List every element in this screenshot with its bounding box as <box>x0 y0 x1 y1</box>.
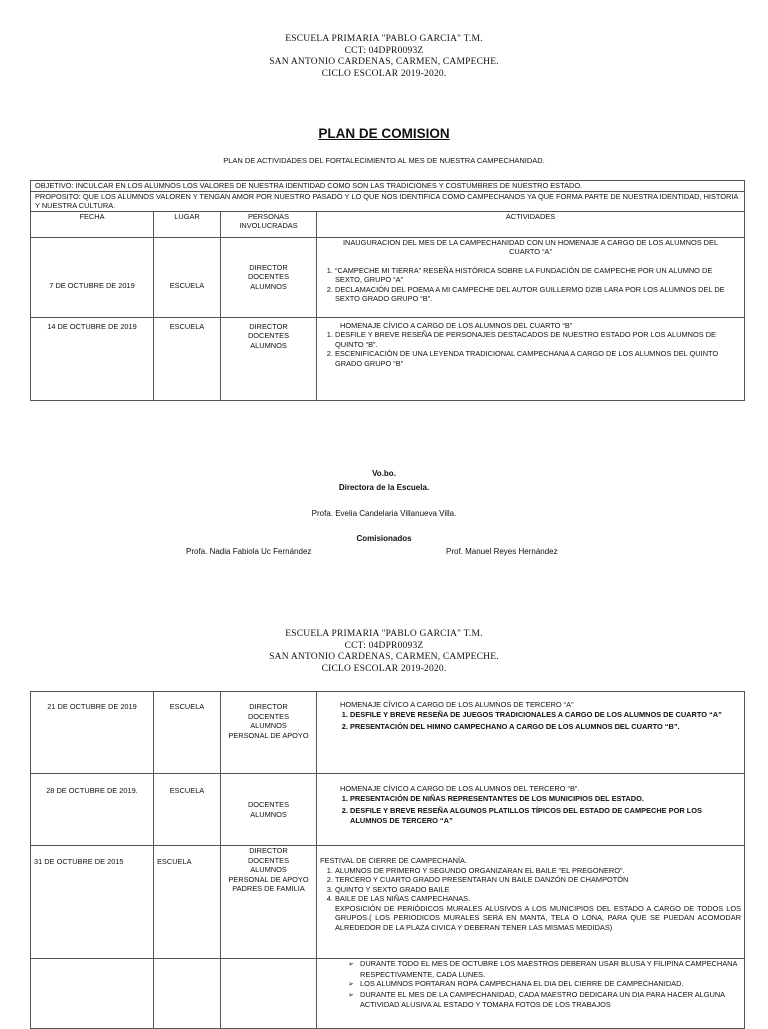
row-fecha: 7 DE OCTUBRE DE 2019 <box>31 237 154 317</box>
table-row <box>31 846 745 959</box>
objetivo-text: OBJETIVO: INCULCAR EN LOS ALUMNOS LOS VALORES DE NUESTRA IDENTIDAD COMO SON LAS TRADICIONES Y COSTUMBRES DE NUESTRO ESTADO. <box>31 181 745 192</box>
vobo-label: Vo.bo. <box>372 469 396 478</box>
persona-item: ALUMNOS <box>250 281 287 291</box>
persona-item: DIRECTOR <box>249 262 288 272</box>
school-location: SAN ANTONIO CARDENAS, CARMEN, CAMPECHE. <box>269 57 499 67</box>
activity-heading: FESTIVAL DE CIERRE DE CAMPECHANÍA. <box>320 856 468 865</box>
column-fecha: FECHA <box>31 211 154 237</box>
directora-name: Profa. Evelia Candelaria Villanueva Villa. <box>311 509 457 518</box>
table-row <box>31 317 745 400</box>
row-lugar: ESCUELA <box>154 774 221 846</box>
persona-item: DIRECTOR <box>249 702 288 711</box>
row-actividades <box>317 846 745 959</box>
row-actividades <box>317 692 745 774</box>
note-text: DURANTE EL MES DE LA CAMPECHANIDAD, CADA MAESTRO DEDICARA UN DIA PARA HACER ALGUNA ACTIVIDAD ALUSIVA AL ESTADO Y TOMARA FOTOS DE LOS TRABAJOS <box>360 989 725 1009</box>
persona-item: PERSONAL DE APOYO <box>228 730 309 740</box>
activity-heading: HOMENAJE CÍVICO A CARGO DE LOS ALUMNOS DEL TERCERO “B”. <box>340 784 580 793</box>
row-fecha: 14 DE OCTUBRE DE 2019 <box>31 317 154 400</box>
activity-extra: EXPOSICIÓN DE PERIÓDICOS MURALES ALUSIVOS A LOS MUNICIPIOS DEL ESTADO A CARGO DE TODOS LOS GRUPOS.( LOS PERIODICOS MURALES SERA EN MANTA, TELA O LONA, PARA QUE SE PUEDAN ACOMODAR ALREDEDOR DE LA PLAZA CIVICA Y DEBERAN TENER LAS MISMAS MEDIDAS) <box>335 903 741 932</box>
row-personas <box>221 774 317 846</box>
row-lugar: ESCUELA <box>154 317 221 400</box>
column-lugar: LUGAR <box>154 211 221 237</box>
activities-table-2 <box>30 691 745 1029</box>
activity-item: 2. PRESENTACIÓN DEL HIMNO CAMPECHANO A CARGO DE LOS ALUMNOS DEL CUARTO “B”. <box>350 722 741 732</box>
row-personas <box>221 692 317 774</box>
activity-item: 1. PRESENTACIÓN DE NIÑAS REPRESENTANTES DE LOS MUNICIPIOS DEL ESTADO. <box>350 794 741 804</box>
activity-item: 2. TERCERO Y CUARTO GRADO PRESENTARAN UN BAILE DANZÓN DE CHAMPOTÓN <box>335 875 741 885</box>
persona-item: DOCENTES <box>247 331 290 340</box>
note-text: DURANTE TODO EL MES DE OCTUBRE LOS MAESTROS DEBERAN USAR BLUSA Y FILIPINA CAMPECHANA RESPECTIVAMENTE, CADA LUNES. <box>360 959 738 979</box>
proposito-row <box>31 191 745 211</box>
table-row <box>31 237 745 317</box>
comisionado-1: Profa. Nadia Fabiola Uc Fernández <box>186 547 312 556</box>
row-actividades <box>317 237 745 317</box>
persona-item: PADRES DE FAMILIA <box>232 884 305 893</box>
row-fecha-empty <box>31 959 154 1029</box>
proposito-text: PROPOSITO: QUE LOS ALUMNOS VALOREN Y TENGAN AMOR POR NUESTRO PASADO Y LO QUE NOS IDENTIFICA COMO CAMPECHANOS YA QUE FORMA PARTE DE NUESTRA IDENTIDAD, HISTORIA Y NUESTRA CULTURA. <box>31 191 745 211</box>
persona-item: ALUMNOS <box>250 865 287 874</box>
activity-heading: INAUGURACION DEL MES DE LA CAMPECHANIDAD CON UN HOMENAJE A CARGO DE LOS ALUMNOS DEL CUARTO “A” <box>342 237 719 256</box>
school-cct: CCT: 04DPR0093Z <box>344 45 424 56</box>
activity-item: 1. “CAMPECHE MI TIERRA” RESEÑA HISTÓRICA SOBRE LA FUNDACIÓN DE CAMPECHE POR UN ALUMNO DE SEXTO, GRUPO “A” <box>335 266 741 285</box>
persona-item: PERSONAL DE APOYO <box>228 874 309 884</box>
activity-item: 1. ALUMNOS DE PRIMERO Y SEGUNDO ORGANIZARAN EL BAILE “EL PREGONERO”. <box>335 866 741 876</box>
row-lugar: ESCUELA <box>154 692 221 774</box>
activity-item: 1. DESFILE Y BREVE RESEÑA DE PERSONAJES DESTACADOS DE NUESTRO ESTADO POR LOS ALUMNOS DE QUINTO “B”. <box>335 330 741 349</box>
directora-title: Directora de la Escuela. <box>338 483 430 492</box>
persona-item: ALUMNOS <box>250 721 287 730</box>
persona-item: ALUMNOS <box>250 809 287 819</box>
row-fecha: 21 DE OCTUBRE DE 2019 <box>31 692 154 774</box>
persona-item: ALUMNOS <box>250 340 287 350</box>
note-item <box>360 959 741 979</box>
table-row <box>31 774 745 846</box>
school-name: ESCUELA PRIMARIA "PABLO GARCIA" T.M. <box>285 629 483 639</box>
note-item <box>360 990 741 1010</box>
persona-item: DIRECTOR <box>249 846 288 855</box>
table-row <box>31 692 745 774</box>
persona-item: DOCENTES <box>247 711 290 721</box>
school-name: ESCUELA PRIMARIA "PABLO GARCIA" T.M. <box>285 34 483 44</box>
note-text: LOS ALUMNOS PORTARAN ROPA CAMPECHANA EL DIA DEL CIERRE DE CAMPECHANIDAD. <box>360 979 684 988</box>
row-personas <box>221 317 317 400</box>
school-cct: CCT: 04DPR0093Z <box>344 640 424 651</box>
page-title: PLAN DE COMISION <box>318 126 450 141</box>
activity-item: 2. ESCENIFICACIÓN DE UNA LEYENDA TRADICIONAL CAMPECHANA A CARGO DE LOS ALUMNOS DEL QUINTO GRADO GRUPO “B” <box>335 349 741 368</box>
school-cycle: CICLO ESCOLAR 2019-2020. <box>321 68 447 79</box>
activity-item: 1. DESFILE Y BREVE RESEÑA DE JUEGOS TRADICIONALES A CARGO DE LOS ALUMNOS DE CUARTO “A” <box>350 710 741 720</box>
note-item <box>360 979 741 990</box>
row-personas-empty <box>221 959 317 1029</box>
comisionados-label: Comisionados <box>356 534 412 543</box>
table-row <box>31 959 745 1029</box>
row-personas <box>221 846 317 959</box>
row-fecha: 31 DE OCTUBRE DE 2015 <box>31 846 154 959</box>
persona-item: DIRECTOR <box>249 321 288 331</box>
page-subtitle: PLAN DE ACTIVIDADES DEL FORTALECIMIENTO AL MES DE NUESTRA CAMPECHANIDAD. <box>223 156 545 165</box>
row-actividades <box>317 317 745 400</box>
row-fecha: 28 DE OCTUBRE DE 2019. <box>31 774 154 846</box>
persona-item: DOCENTES <box>247 855 290 865</box>
objetivo-row <box>31 181 745 192</box>
column-actividades: ACTIVIDADES <box>317 211 745 237</box>
row-lugar: ESCUELA <box>154 846 221 959</box>
table-header-row <box>31 211 745 237</box>
column-personas: PERSONAS INVOLUCRADAS <box>221 211 317 237</box>
activity-heading: HOMENAJE CÍVICO A CARGO DE LOS ALUMNOS DE TERCERO “A” <box>340 700 574 709</box>
activity-item: 4. BAILE DE LAS NIÑAS CAMPECHANAS. <box>335 894 741 904</box>
row-lugar-empty <box>154 959 221 1029</box>
row-lugar: ESCUELA <box>154 237 221 317</box>
activity-heading: HOMENAJE CÍVICO A CARGO DE LOS ALUMNOS DEL CUARTO “B” <box>340 320 573 330</box>
activity-item: 2. DESFILE Y BREVE RESEÑA ALGUNOS PLATILLOS TÍPICOS DEL ESTADO DE CAMPECHE POR LOS ALUMNOS DE TERCERO “A” <box>350 806 741 825</box>
row-actividades <box>317 774 745 846</box>
activities-table-1 <box>30 180 745 401</box>
row-personas <box>221 237 317 317</box>
persona-item: DOCENTES <box>247 800 290 809</box>
school-location: SAN ANTONIO CARDENAS, CARMEN, CAMPECHE. <box>269 652 499 662</box>
comisionado-2: Prof. Manuel Reyes Hernández <box>446 547 558 556</box>
school-header <box>0 34 768 80</box>
activity-item: 3. QUINTO Y SEXTO GRADO BAILE <box>335 885 741 895</box>
activity-item: 2. DECLAMACIÓN DEL POEMA A MI CAMPECHE DEL AUTOR GUILLERMO DZIB LARA POR LOS ALUMNOS DEL DE SEXTO GRADO GRUPO “B”. <box>335 285 741 304</box>
row-notes <box>317 959 745 1029</box>
persona-item: DOCENTES <box>247 272 290 282</box>
school-header-page-2 <box>0 629 768 675</box>
school-cycle: CICLO ESCOLAR 2019-2020. <box>321 663 447 674</box>
